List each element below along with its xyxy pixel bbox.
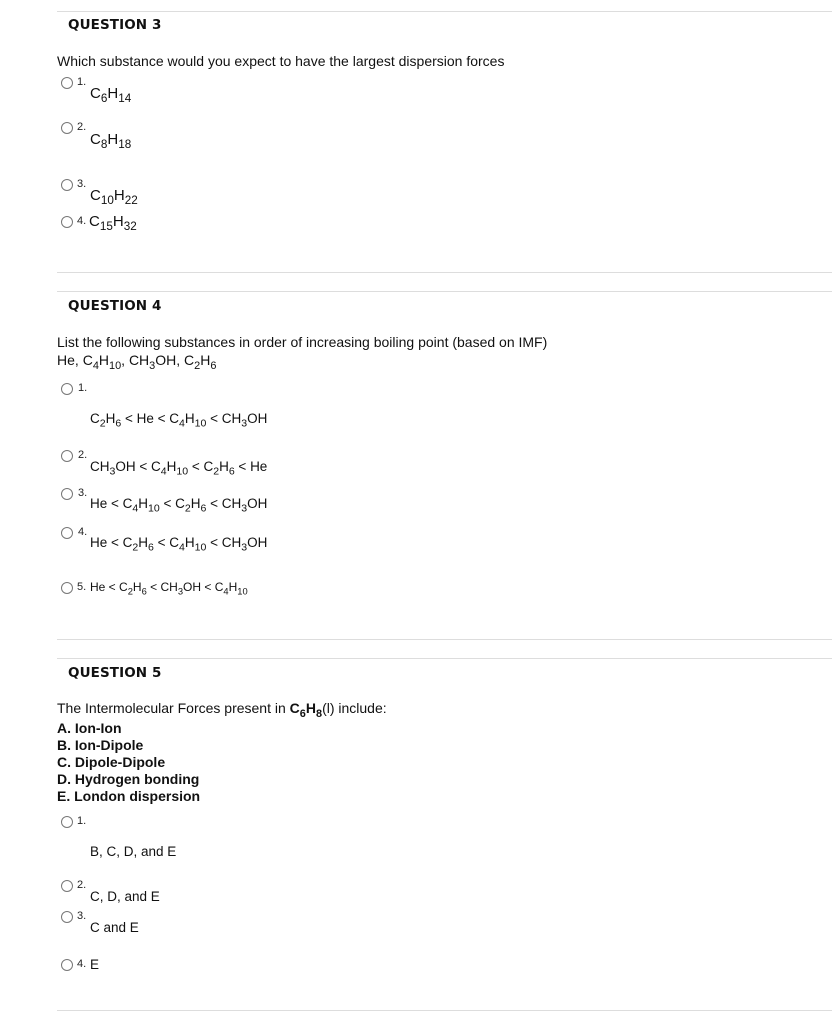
question-3-prompt: Which substance would you expect to have the largest dispersion forces (57, 53, 505, 69)
q4-option-3-radio[interactable] (61, 488, 73, 500)
section-divider (57, 272, 832, 273)
element-symbol: C (151, 459, 161, 474)
element-symbol: CH (221, 535, 242, 550)
q4-option-2-radio[interactable] (61, 450, 73, 462)
element-symbol: OH (247, 535, 268, 550)
element-symbol: H (132, 580, 142, 594)
element-symbol: He (136, 411, 154, 426)
subscript: 2 (184, 502, 191, 515)
formula (122, 535, 154, 554)
formula (90, 187, 138, 208)
element-symbol: CH (160, 580, 178, 594)
q3-option-1-radio[interactable] (61, 77, 73, 89)
less-than-symbol: < (206, 496, 222, 511)
less-than-symbol: < (107, 535, 123, 550)
element-symbol: OH (115, 459, 136, 474)
element-symbol: C (169, 411, 180, 426)
element-symbol: C (175, 496, 185, 511)
section-divider (57, 658, 832, 659)
subscript: 6 (210, 359, 217, 372)
subscript: 4 (179, 541, 185, 554)
q3-option-2-radio[interactable] (61, 122, 73, 134)
q4-option-3-answer[interactable] (90, 496, 268, 515)
element-symbol: H (112, 213, 124, 230)
q3-option-1-answer[interactable] (90, 85, 132, 106)
element-symbol: C (203, 459, 214, 474)
subscript: 15 (99, 220, 113, 234)
element-symbol: C (90, 85, 101, 102)
formula (221, 411, 268, 430)
less-than-symbol: < (107, 496, 123, 511)
element-symbol: C (289, 700, 300, 716)
formula (122, 496, 160, 515)
question-4-prompt: List the following substances in order of increasing boiling point (based on IMF) (57, 334, 548, 350)
formula (214, 580, 248, 597)
q4-option-1-radio[interactable] (61, 383, 73, 395)
question-5-prompt (57, 700, 387, 720)
subscript: 10 (148, 502, 160, 515)
formula (137, 411, 154, 426)
subscript: 14 (118, 92, 132, 106)
formula (151, 459, 189, 478)
q5-option-3-radio[interactable] (61, 911, 73, 923)
q3-option-4-number: 4. (77, 215, 87, 227)
separator: , (176, 352, 185, 368)
separator: , (74, 352, 83, 368)
subscript: 2 (99, 417, 106, 430)
less-than-symbol: < (206, 535, 222, 550)
prompt-text: The Intermolecular Forces present in (57, 700, 290, 716)
subscript: 10 (237, 586, 248, 597)
formula (90, 85, 132, 106)
subscript: 6 (141, 586, 147, 597)
element-symbol: H (113, 187, 125, 204)
q3-option-2-number: 2. (77, 121, 87, 133)
element-symbol: OH (155, 352, 177, 368)
q4-option-5-answer[interactable] (90, 580, 248, 597)
subscript: 2 (132, 541, 139, 554)
separator: , (121, 352, 129, 368)
section-divider (57, 1010, 832, 1011)
compound-formula (289, 700, 323, 720)
element-symbol: C (214, 580, 224, 594)
subscript: 22 (124, 194, 138, 208)
q3-option-1-number: 1. (77, 76, 87, 88)
subscript: 4 (160, 465, 167, 478)
subscript: 2 (194, 359, 201, 372)
formula (250, 459, 267, 474)
subscript: 6 (148, 541, 154, 554)
q3-option-2-answer[interactable] (90, 131, 132, 152)
element-symbol: C (122, 496, 133, 511)
less-than-symbol: < (153, 535, 170, 550)
element-symbol: He (90, 580, 106, 594)
element-symbol: OH (247, 411, 268, 426)
element-symbol: H (184, 535, 195, 550)
subscript: 10 (176, 465, 189, 478)
subscript: 3 (241, 417, 248, 430)
element-symbol: H (98, 352, 110, 368)
less-than-symbol: < (121, 411, 137, 426)
list-item: D. Hydrogen bonding (57, 771, 200, 787)
element-symbol: C (90, 131, 101, 148)
q4-option-3-number: 3. (78, 487, 88, 499)
element-symbol: H (107, 131, 119, 148)
formula (90, 496, 107, 511)
element-symbol: CH (221, 496, 242, 511)
formula (90, 411, 122, 430)
formula (184, 352, 217, 372)
list-item: E. London dispersion (57, 788, 201, 804)
element-symbol: H (305, 700, 316, 716)
element-symbol: C (122, 535, 133, 550)
subscript: 10 (194, 417, 207, 430)
q5-option-4-number: 4. (77, 958, 87, 970)
list-item: B. Ion-Dipole (57, 737, 144, 753)
question-4-substance-list (57, 352, 217, 372)
less-than-symbol: < (146, 580, 161, 594)
q5-option-1-radio[interactable] (61, 816, 73, 828)
q5-option-3-answer[interactable]: C and E (90, 920, 139, 935)
element-symbol: H (105, 411, 116, 426)
subscript: 32 (123, 220, 137, 234)
element-symbol: C (82, 352, 93, 368)
subscript: 3 (241, 502, 248, 515)
formula (128, 352, 177, 372)
q5-option-3-number: 3. (77, 910, 87, 922)
q4-option-5-radio[interactable] (61, 582, 73, 594)
element-symbol: H (190, 496, 201, 511)
subscript: 4 (223, 586, 229, 597)
element-symbol: OH (247, 496, 268, 511)
q4-option-4-number: 4. (78, 526, 88, 538)
element-symbol: OH (183, 580, 202, 594)
subscript: 6 (200, 502, 207, 515)
element-symbol: CH (128, 352, 150, 368)
subscript: 3 (109, 465, 116, 478)
element-symbol: C (184, 352, 195, 368)
less-than-symbol: < (201, 580, 215, 594)
question-3-title: QUESTION 3 (68, 17, 162, 33)
q3-option-3-radio[interactable] (61, 179, 73, 191)
formula (119, 580, 147, 597)
section-divider (57, 291, 832, 292)
subscript: 6 (299, 707, 306, 720)
q4-option-2-answer[interactable] (90, 459, 268, 478)
formula (221, 496, 268, 515)
force-list (57, 720, 200, 805)
subscript: 4 (179, 417, 185, 430)
formula (160, 580, 202, 597)
element-symbol: H (219, 459, 229, 474)
formula (169, 411, 207, 430)
element-symbol: He (57, 352, 75, 368)
element-symbol: H (184, 411, 195, 426)
q4-option-5-number: 5. (77, 581, 87, 593)
formula (221, 535, 268, 554)
element-symbol: He (90, 496, 108, 511)
q3-option-3-answer[interactable] (90, 187, 138, 208)
formula (82, 352, 122, 372)
element-symbol: C (119, 580, 128, 594)
q4-option-1-answer[interactable] (90, 411, 268, 430)
q3-option-4-answer[interactable] (89, 213, 137, 234)
element-symbol: He (90, 535, 108, 550)
element-symbol: H (166, 459, 177, 474)
subscript: 10 (194, 541, 207, 554)
q3-option-3-number: 3. (77, 178, 87, 190)
formula (175, 496, 207, 515)
subscript: 8 (100, 138, 108, 152)
subscript: 8 (315, 707, 323, 720)
element-symbol: He (250, 459, 268, 474)
less-than-symbol: < (159, 496, 176, 511)
question-4-title: QUESTION 4 (68, 298, 162, 314)
question-5-title: QUESTION 5 (68, 665, 162, 681)
list-item: A. Ion-Ion (57, 720, 122, 736)
q4-option-2-number: 2. (78, 449, 88, 461)
subscript: 10 (100, 194, 114, 208)
subscript: 3 (241, 541, 248, 554)
subscript: 6 (115, 417, 122, 430)
q4-option-4-radio[interactable] (61, 527, 73, 539)
formula (90, 580, 105, 594)
subscript: 4 (92, 359, 99, 372)
formula (169, 535, 207, 554)
subscript: 2 (127, 586, 133, 597)
section-divider (57, 11, 832, 12)
less-than-symbol: < (153, 411, 170, 426)
subscript: 3 (177, 586, 184, 597)
subscript: 6 (100, 92, 108, 106)
less-than-symbol: < (188, 459, 204, 474)
formula (203, 459, 235, 478)
q5-option-1-number: 1. (77, 815, 87, 827)
q3-option-4-radio[interactable] (61, 216, 73, 228)
q5-option-2-radio[interactable] (61, 880, 73, 892)
element-symbol: H (107, 85, 119, 102)
formula (90, 459, 136, 478)
prompt-text: (l) include: (322, 700, 387, 716)
formula (90, 535, 107, 550)
element-symbol: C (90, 187, 101, 204)
q5-option-4-radio[interactable] (61, 959, 73, 971)
element-symbol: C (90, 411, 100, 426)
less-than-symbol: < (234, 459, 251, 474)
q5-option-1-answer[interactable]: B, C, D, and E (90, 844, 177, 859)
list-item: C. Dipole-Dipole (57, 754, 166, 770)
q5-option-2-answer[interactable]: C, D, and E (90, 889, 160, 904)
subscript: 18 (118, 138, 132, 152)
subscript: 3 (149, 359, 156, 372)
formula (57, 352, 75, 368)
element-symbol: CH (221, 411, 242, 426)
less-than-symbol: < (135, 459, 151, 474)
element-symbol: H (200, 352, 211, 368)
element-symbol: CH (90, 459, 110, 474)
q5-option-4-answer[interactable]: E (90, 957, 100, 972)
element-symbol: H (138, 496, 149, 511)
formula (89, 213, 137, 234)
less-than-symbol: < (105, 580, 120, 594)
section-divider (57, 639, 832, 640)
q5-option-2-number: 2. (77, 879, 87, 891)
subscript: 6 (228, 465, 235, 478)
element-symbol: H (138, 535, 149, 550)
element-symbol: H (228, 580, 238, 594)
element-symbol: C (169, 535, 180, 550)
subscript: 10 (109, 359, 122, 372)
subscript: 2 (213, 465, 220, 478)
q4-option-1-number: 1. (78, 382, 88, 394)
q4-option-4-answer[interactable] (90, 535, 268, 554)
subscript: 4 (132, 502, 139, 515)
element-symbol: C (89, 213, 100, 230)
formula (90, 131, 132, 152)
less-than-symbol: < (206, 411, 222, 426)
